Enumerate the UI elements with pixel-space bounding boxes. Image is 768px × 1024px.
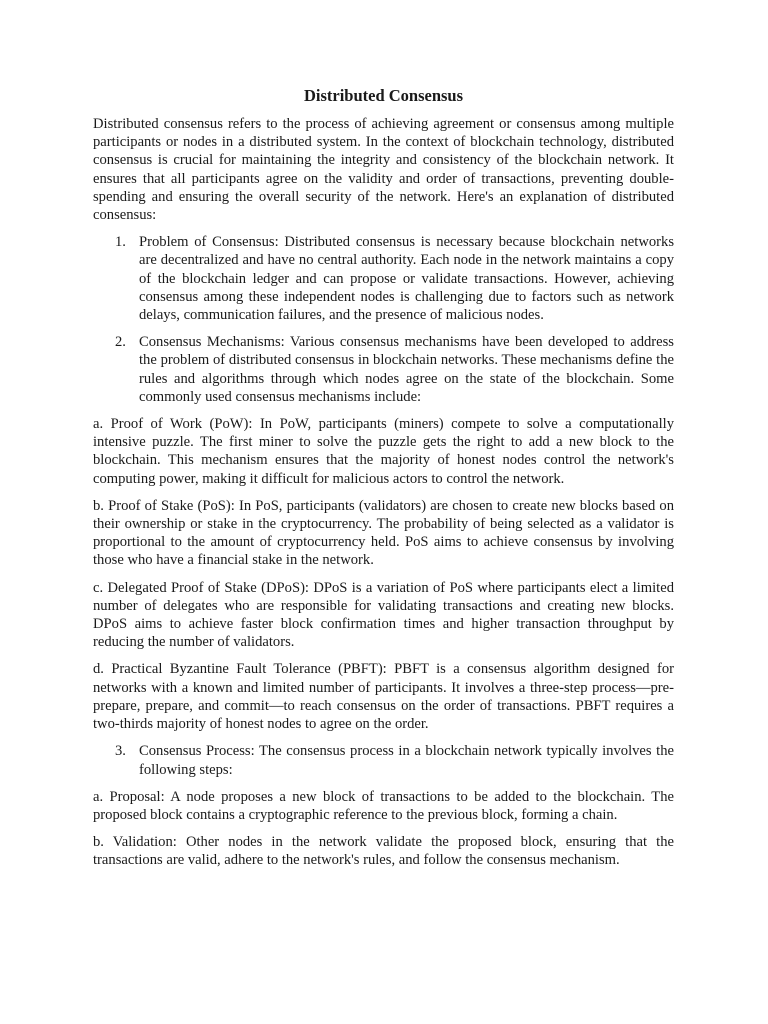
mechanism-pos-paragraph: b. Proof of Stake (PoS): In PoS, participants (validators) are chosen to create new blocks based on their ownership or stake in the cryptocurrency. The probability of being selected as a validator is proportional to the amount of cryptocurrency held. PoS aims to achieve consensus by involving those who have a financial stake in the network. (93, 497, 674, 569)
list-number: 2. (115, 334, 126, 351)
step-proposal-paragraph: a. Proposal: A node proposes a new block of transactions to be added to the blockchain. The proposed block contains a cryptographic reference to the previous block, forming a chain. (93, 788, 674, 823)
list-item-text: Consensus Mechanisms: Various consensus mechanisms have been developed to address the problem of distributed consensus in blockchain networks. These mechanisms define the rules and algorithms through which nodes agree on the state of the blockchain. Some commonly used consensus mechanisms include: (139, 334, 674, 405)
mechanism-pow-paragraph: a. Proof of Work (PoW): In PoW, participants (miners) compete to solve a computationally intensive puzzle. The first miner to solve the puzzle gets the right to add a new block to the blockchain. This mechanism ensures that the majority of honest nodes control the network's computing power, making it difficult for malicious actors to control the network. (93, 416, 674, 487)
list-item-consensus-process (93, 742, 674, 778)
mechanism-pbft-paragraph: d. Practical Byzantine Fault Tolerance (PBFT): PBFT is a consensus algorithm designed for networks with a known and limited number of participants. It involves a three-step process—pre-prepare, prepare, and commit—to reach consensus on the order of transactions. PBFT requires a two-thirds majority of honest nodes to agree on the order. (93, 661, 674, 733)
page-title: Distributed Consensus (303, 86, 464, 105)
mechanism-dpos-paragraph: c. Delegated Proof of Stake (DPoS): DPoS is a variation of PoS where participants elect a limited number of delegates who are responsible for validating transactions and creating new blocks. DPoS aims to achieve faster block confirmation times and higher transaction throughput by reducing the number of validators. (93, 579, 674, 651)
list-item-text: Problem of Consensus: Distributed consensus is necessary because blockchain networks are decentralized and have no central authority. Each node in the network maintains a copy of the blockchain ledger and can propose or validate transactions. However, achieving consensus among these independent nodes is challenging due to factors such as network delays, communication failures, and the presence of malicious nodes. (139, 234, 674, 324)
step-validation-paragraph: b. Validation: Other nodes in the network validate the proposed block, ensuring that the transactions are valid, adhere to the network's rules, and follow the consensus mechanism. (93, 834, 674, 869)
list-item-consensus-mechanisms (93, 333, 674, 406)
intro-paragraph: Distributed consensus refers to the process of achieving agreement or consensus among multiple participants or nodes in a distributed system. In the context of blockchain technology, distributed consensus is crucial for maintaining the integrity and consistency of the blockchain network. It ensures that all participants agree on the validity and order of transactions, preventing double-spending and ensuring the overall security of the network. Here's an explanation of distributed consensus: (93, 116, 674, 224)
list-item-problem-of-consensus (93, 233, 674, 324)
list-number: 1. (115, 234, 126, 251)
list-item-text: Consensus Process: The consensus process in a blockchain network typically involves the following steps: (139, 743, 674, 778)
list-number: 3. (115, 743, 126, 760)
